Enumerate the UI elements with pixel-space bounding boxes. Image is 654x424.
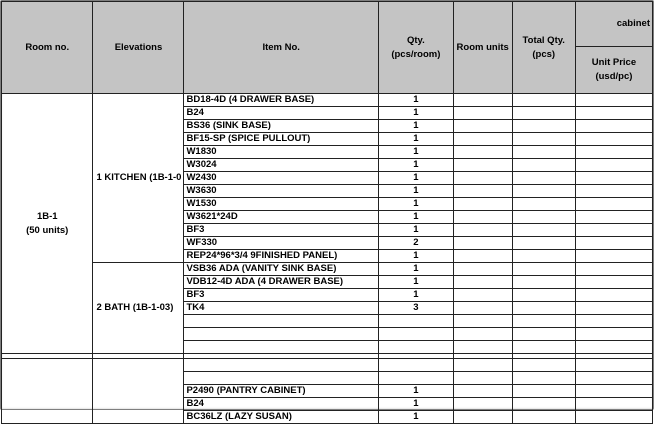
item-no-cell[interactable]: W2430 [184, 172, 379, 185]
total-qty-cell[interactable] [512, 159, 575, 172]
total-qty-cell[interactable] [512, 198, 575, 211]
qty-cell[interactable]: 1 [378, 289, 453, 302]
header-qty-unit: (pcs/room) [391, 48, 441, 60]
room-units-cell[interactable] [453, 146, 512, 159]
room-units-cell[interactable] [453, 276, 512, 289]
unit-price-cell[interactable] [575, 302, 652, 315]
item-no-cell[interactable] [184, 315, 379, 328]
item-no-cell[interactable]: BS36 (SINK BASE) [184, 120, 379, 133]
item-no-cell[interactable]: REP24*96*3/4 9FINISHED PANEL) [184, 250, 379, 263]
unit-price-cell[interactable] [575, 159, 652, 172]
total-qty-cell[interactable] [512, 315, 575, 328]
qty-cell[interactable]: 1 [378, 250, 453, 263]
total-qty-cell[interactable] [512, 276, 575, 289]
total-qty-cell[interactable] [512, 372, 575, 385]
item-no-cell[interactable]: BF3 [184, 224, 379, 237]
item-no-cell[interactable]: W1830 [184, 146, 379, 159]
total-qty-cell[interactable] [512, 411, 575, 424]
room-units-cell[interactable] [453, 359, 512, 372]
header-cabinet[interactable]: cabinet [575, 2, 652, 47]
room-units-cell[interactable] [453, 198, 512, 211]
room-units-cell[interactable] [453, 263, 512, 276]
unit-price-cell[interactable] [575, 224, 652, 237]
elevation-bath[interactable]: 2 BATH (1B-1-03) [93, 263, 184, 354]
header-total-qty-label: Total Qty. [522, 34, 565, 46]
qty-cell[interactable]: 3 [378, 302, 453, 315]
item-no-cell[interactable]: B24 [184, 398, 379, 411]
unit-price-cell[interactable] [575, 120, 652, 133]
total-qty-cell[interactable] [512, 172, 575, 185]
unit-price-cell[interactable] [575, 250, 652, 263]
qty-cell[interactable]: 1 [378, 133, 453, 146]
room-units-cell[interactable] [453, 159, 512, 172]
room-units-cell[interactable] [453, 94, 512, 107]
qty-cell[interactable]: 1 [378, 146, 453, 159]
item-no-cell[interactable]: W3621*24D [184, 211, 379, 224]
total-qty-cell[interactable] [512, 359, 575, 372]
item-no-cell[interactable]: BF3 [184, 289, 379, 302]
header-elevations[interactable]: Elevations [93, 2, 184, 94]
header-total-qty-unit: (pcs) [532, 48, 556, 60]
room-units-cell[interactable] [453, 315, 512, 328]
unit-price-cell[interactable] [575, 94, 652, 107]
table-row [2, 94, 653, 107]
room-units-cell[interactable] [453, 133, 512, 146]
total-qty-cell[interactable] [512, 398, 575, 411]
item-no-cell[interactable]: WF330 [184, 237, 379, 250]
qty-cell[interactable]: 1 [378, 276, 453, 289]
total-qty-cell[interactable] [512, 341, 575, 354]
total-qty-cell[interactable] [512, 385, 575, 398]
item-no-cell[interactable]: TK4 [184, 302, 379, 315]
item-no-cell[interactable]: BC36LZ (LAZY SUSAN) [184, 411, 379, 424]
item-no-cell[interactable]: W1530 [184, 198, 379, 211]
table-row [2, 359, 653, 372]
unit-price-cell[interactable] [575, 398, 652, 411]
item-no-cell[interactable]: P2490 (PANTRY CABINET) [184, 385, 379, 398]
room-units-cell[interactable] [453, 224, 512, 237]
header-total-qty[interactable] [512, 2, 575, 94]
total-qty-cell[interactable] [512, 328, 575, 341]
total-qty-cell[interactable] [512, 224, 575, 237]
header-qty-label: Qty. [406, 34, 425, 46]
item-no-cell[interactable]: W3024 [184, 159, 379, 172]
header-unit-price-label: Unit Price [591, 57, 637, 68]
room-units-cell[interactable] [453, 185, 512, 198]
room-units-cell[interactable] [453, 211, 512, 224]
unit-price-cell[interactable] [575, 237, 652, 250]
qty-cell[interactable]: 1 [378, 172, 453, 185]
total-qty-cell[interactable] [512, 302, 575, 315]
total-qty-cell[interactable] [512, 211, 575, 224]
room-units-cell[interactable] [453, 341, 512, 354]
unit-price-cell[interactable] [575, 198, 652, 211]
table-row [2, 263, 653, 276]
unit-price-cell[interactable] [575, 107, 652, 120]
unit-price-cell[interactable] [575, 172, 652, 185]
qty-cell[interactable]: 1 [378, 107, 453, 120]
room-units-cell[interactable] [453, 328, 512, 341]
qty-cell[interactable] [378, 359, 453, 372]
qty-cell[interactable] [378, 315, 453, 328]
elevation-kitchen[interactable]: 1 KITCHEN (1B-1-0 [93, 94, 184, 263]
room-units-label: (50 units) [26, 224, 69, 236]
elevation-cell[interactable] [93, 359, 184, 424]
unit-price-cell[interactable] [575, 211, 652, 224]
room-units-cell[interactable] [453, 120, 512, 133]
qty-cell[interactable]: 1 [378, 411, 453, 424]
item-no-cell[interactable]: VSB36 ADA (VANITY SINK BASE) [184, 263, 379, 276]
qty-cell[interactable]: 1 [378, 120, 453, 133]
total-qty-cell[interactable] [512, 94, 575, 107]
item-no-cell[interactable] [184, 328, 379, 341]
room-name: 1B-1 [36, 210, 58, 222]
unit-price-cell[interactable] [575, 411, 652, 424]
qty-cell[interactable]: 1 [378, 159, 453, 172]
qty-cell[interactable] [378, 341, 453, 354]
cabinet-table [1, 1, 653, 424]
unit-price-cell[interactable] [575, 341, 652, 354]
room-units-cell[interactable] [453, 172, 512, 185]
qty-cell[interactable]: 1 [378, 224, 453, 237]
unit-price-cell[interactable] [575, 315, 652, 328]
qty-cell[interactable] [378, 372, 453, 385]
item-no-cell[interactable] [184, 341, 379, 354]
room-units-cell[interactable] [453, 250, 512, 263]
unit-price-cell[interactable] [575, 372, 652, 385]
room-units-cell[interactable] [453, 237, 512, 250]
room-units-cell[interactable] [453, 107, 512, 120]
header-qty[interactable] [378, 2, 453, 94]
total-qty-cell[interactable] [512, 107, 575, 120]
total-qty-cell[interactable] [512, 185, 575, 198]
qty-cell[interactable] [378, 328, 453, 341]
item-no-cell[interactable]: VDB12-4D ADA (4 DRAWER BASE) [184, 276, 379, 289]
room-units-cell[interactable] [453, 385, 512, 398]
item-no-cell[interactable]: W3630 [184, 185, 379, 198]
qty-cell[interactable]: 1 [378, 198, 453, 211]
total-qty-cell[interactable] [512, 250, 575, 263]
total-qty-cell[interactable] [512, 146, 575, 159]
qty-cell[interactable]: 1 [378, 398, 453, 411]
room-cell[interactable] [2, 359, 93, 424]
unit-price-cell[interactable] [575, 276, 652, 289]
room-units-cell[interactable] [453, 302, 512, 315]
unit-price-cell[interactable] [575, 133, 652, 146]
qty-cell[interactable]: 1 [378, 185, 453, 198]
unit-price-cell[interactable] [575, 146, 652, 159]
item-no-cell[interactable]: BF15-SP (SPICE PULLOUT) [184, 133, 379, 146]
header-item-no[interactable]: Item No. [184, 2, 379, 94]
item-no-cell[interactable]: BD18-4D (4 DRAWER BASE) [184, 94, 379, 107]
header-unit-price[interactable] [575, 47, 652, 94]
unit-price-cell[interactable] [575, 328, 652, 341]
unit-price-cell[interactable] [575, 359, 652, 372]
qty-cell[interactable]: 1 [378, 263, 453, 276]
total-qty-cell[interactable] [512, 120, 575, 133]
unit-price-cell[interactable] [575, 185, 652, 198]
qty-cell[interactable]: 1 [378, 211, 453, 224]
total-qty-cell[interactable] [512, 237, 575, 250]
header-room-no[interactable]: Room no. [2, 2, 93, 94]
unit-price-cell[interactable] [575, 385, 652, 398]
qty-cell[interactable]: 1 [378, 385, 453, 398]
room-units-cell[interactable] [453, 398, 512, 411]
item-no-cell[interactable] [184, 372, 379, 385]
room-cell[interactable] [2, 94, 93, 354]
unit-price-cell[interactable] [575, 289, 652, 302]
total-qty-cell[interactable] [512, 263, 575, 276]
unit-price-cell[interactable] [575, 263, 652, 276]
header-unit-price-unit: (usd/pc) [595, 71, 633, 82]
item-no-cell[interactable] [184, 359, 379, 372]
total-qty-cell[interactable] [512, 289, 575, 302]
room-units-cell[interactable] [453, 289, 512, 302]
header-room-units[interactable]: Room units [453, 2, 512, 94]
item-no-cell[interactable]: B24 [184, 107, 379, 120]
qty-cell[interactable]: 2 [378, 237, 453, 250]
qty-cell[interactable]: 1 [378, 94, 453, 107]
total-qty-cell[interactable] [512, 133, 575, 146]
room-units-cell[interactable] [453, 372, 512, 385]
room-units-cell[interactable] [453, 411, 512, 424]
